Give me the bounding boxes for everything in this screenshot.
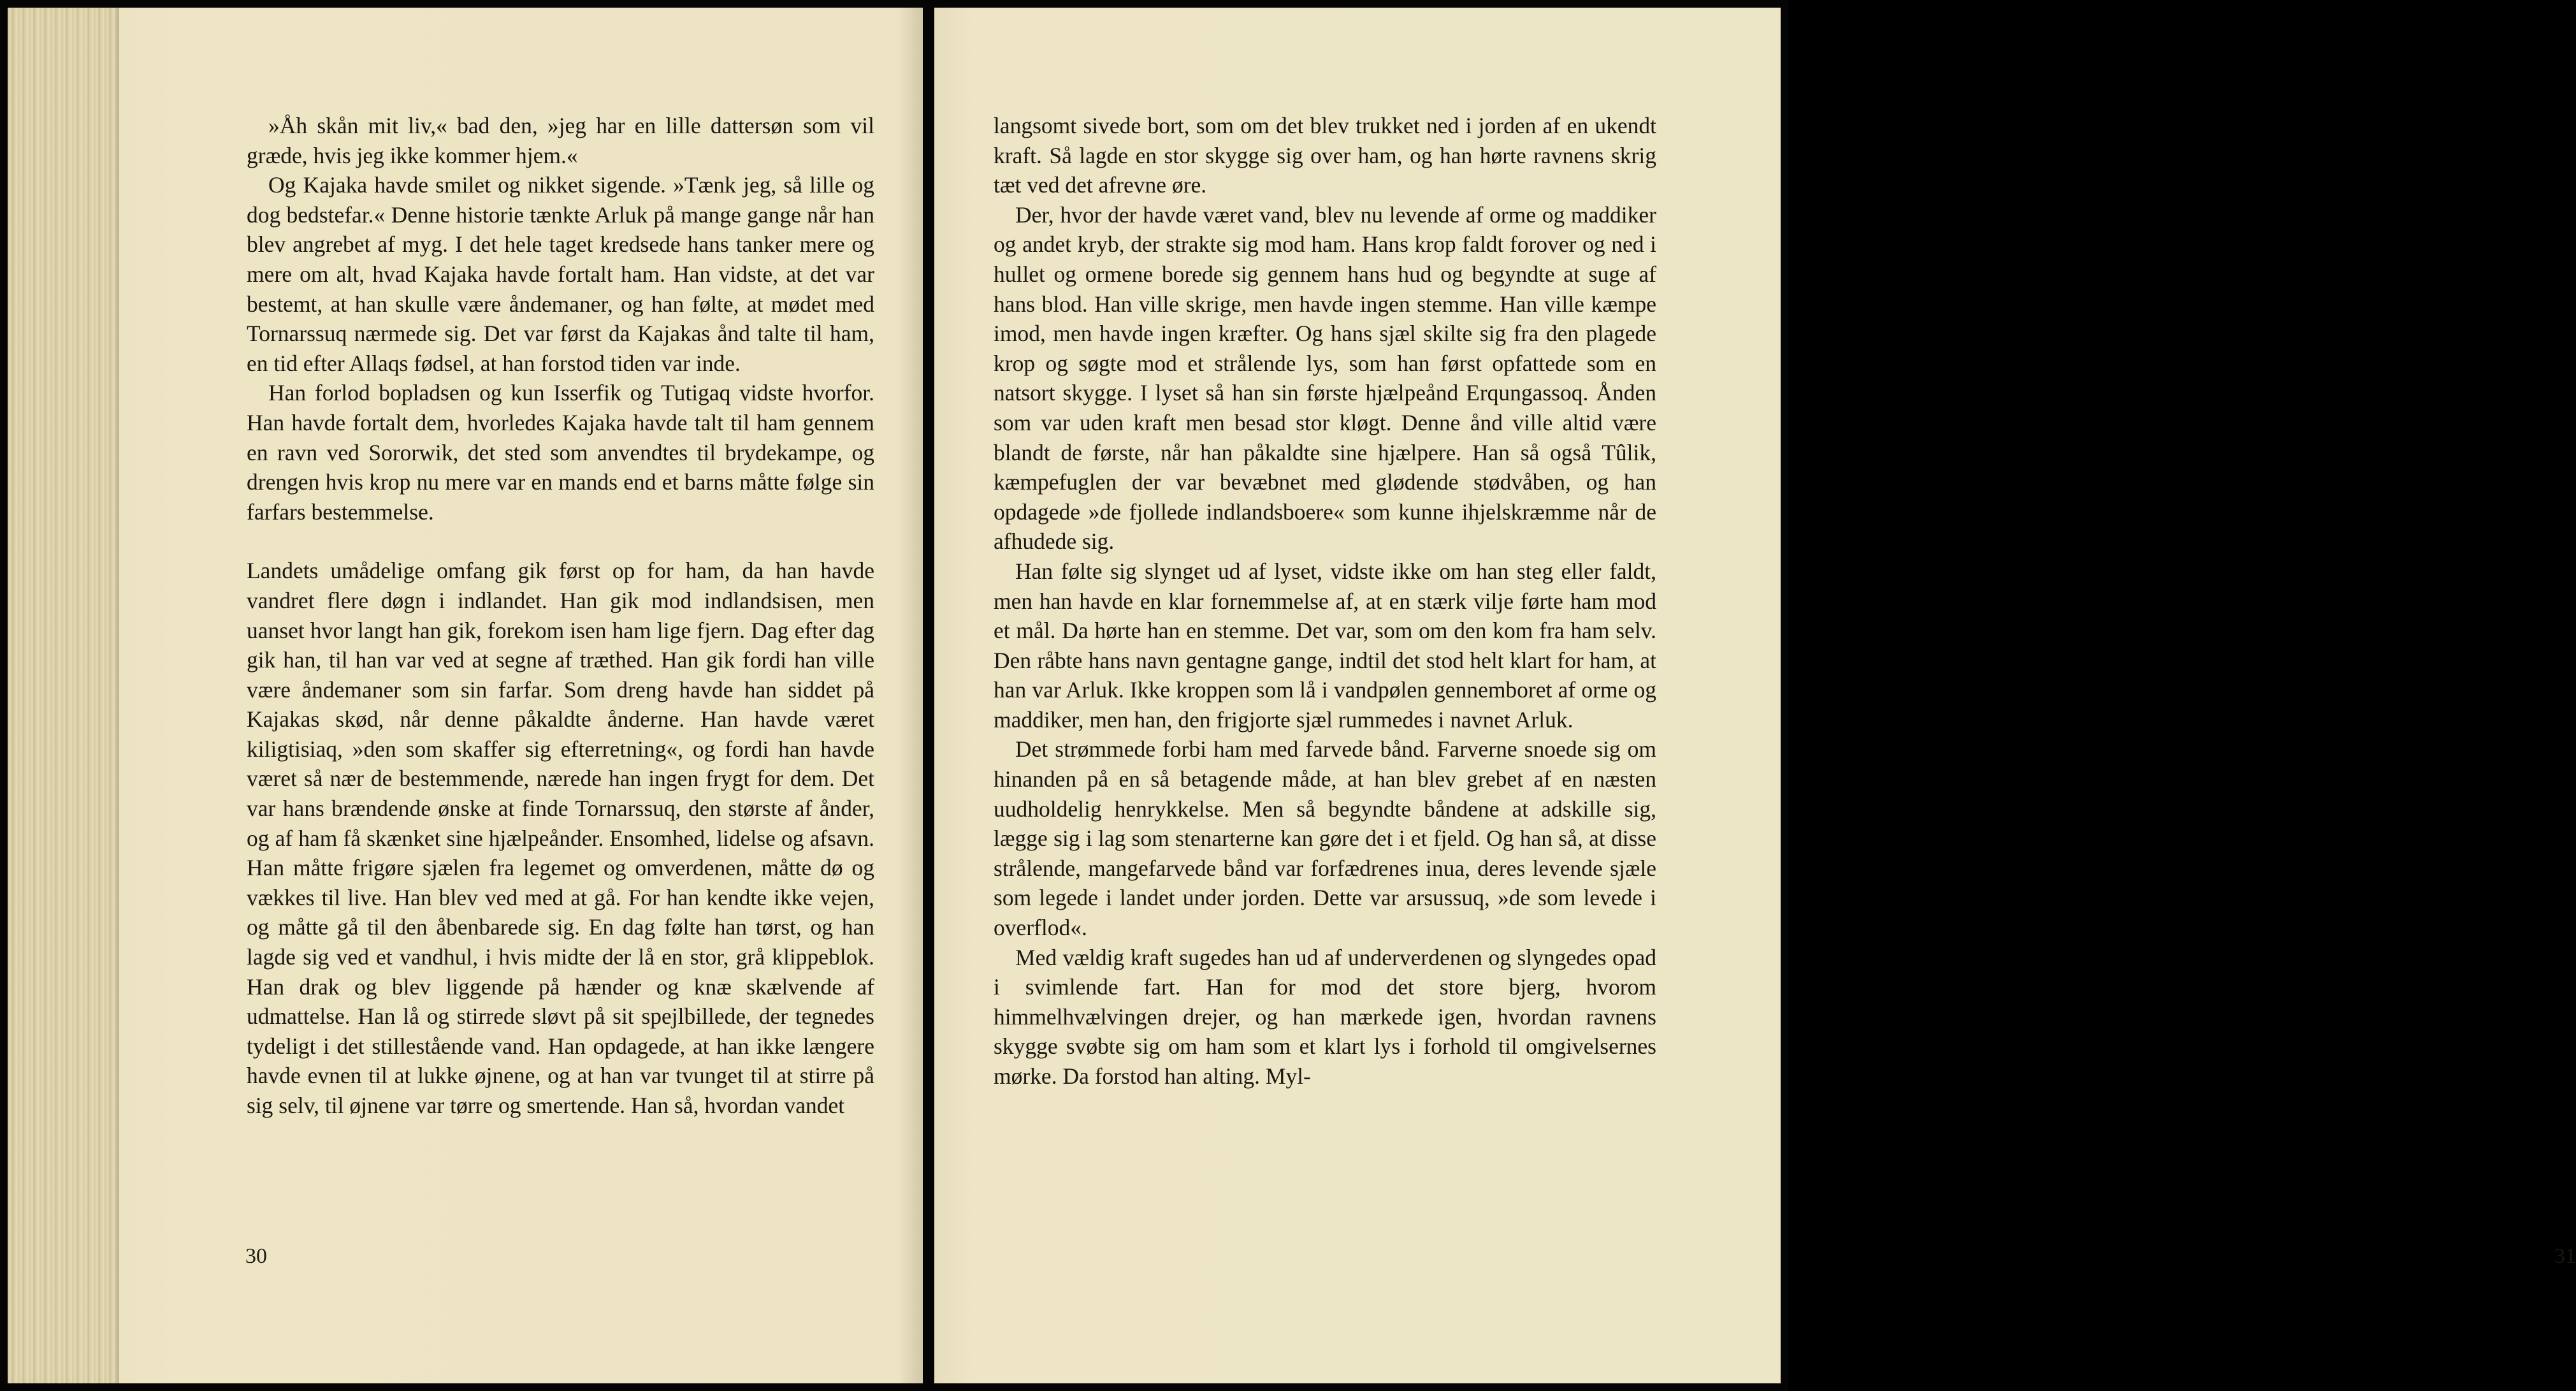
left-page-text — [247, 111, 874, 1121]
page-number: 30 — [245, 1244, 267, 1268]
page-edges — [8, 8, 119, 1383]
paragraph: Han forlod bopladsen og kun Isserfik og Tutigaq vidste hvorfor. Han havde fortalt dem, hvorledes Kajaka havde talt til ham gennem en ravn ved Sororwik, det sted som anvendtes til brydekampe, og drengen hvis krop nu mere var en mands end et barns måtte følge sin farfars bestemmelse. — [247, 380, 874, 525]
paragraph: langsomt sivede bort, som om det blev trukket ned i jorden af en ukendt kraft. Så lagde en stor skygge sig over ham, og han hørte ravnens skrig tæt ved det afrevne øre. — [994, 113, 1656, 198]
page-number: 31 — [2554, 1244, 2576, 1268]
paragraph: Og Kajaka havde smilet og nikket sigende. »Tænk jeg, så lille og dog bedstefar.« Denne historie tænkte Arluk på mange gange når han blev angrebet af myg. I det hele taget kredsede hans tanker mere og mere om alt, hvad Kajaka havde fortalt ham. Han vidste, at det var bestemt, at han skulle være åndemaner, og han følte, at mødet med Tornarssuq nærmede sig. Det var først da Kajakas ånd talte til ham, en tid efter Allaqs fødsel, at han forstod tiden var inde. — [247, 172, 874, 376]
paragraph: Det strømmede forbi ham med farvede bånd. Farverne snoede sig om hinanden på en så betagende måde, at han blev grebet af en næsten uudholdelig henrykkelse. Men så begyndte båndene at adskille sig, lægge sig i lag som stenarterne kan gøre det i et fjeld. Og han så, at disse strålende, mangefarvede bånd var forfædrenes inua, deres levende sjæle som legede i landet under jorden. Dette var arsussuq, »de som levede i overflod«. — [994, 736, 1656, 941]
paragraph: Der, hvor der havde været vand, blev nu levende af orme og maddiker og andet kryb, der strakte sig mod ham. Hans krop faldt forover og ned i hullet og ormene borede sig gennem hans hud og begyndte at suge af hans blod. Han ville skrige, men havde ingen stemme. Han ville kæmpe imod, men havde ingen kræfter. Og hans sjæl skilte sig fra den plagede krop og søgte mod et strålende lys, som han først opfattede som en natsort skygge. I lyset så han sin første hjælpeånd Erqungassoq. Ånden som var uden kraft men besad stor kløgt. Denne ånd ville altid være blandt de første, når han påkaldte sine hjælpere. Han så også Tûlik, kæmpefuglen der var bevæbnet med glødende stødvåben, og han opdagede »de fjollede indlandsboere« som kunne ihjelskræmme når de afhudede sig. — [994, 201, 1656, 555]
paragraph: Landets umådelige omfang gik først op for ham, da han havde vandret flere døgn i indlandet. Han gik mod indlandsisen, men uanset hvor langt han gik, forekom isen ham lige fjern. Dag efter dag gik han, til han var ved at segne af træthed. Han gik fordi han ville være åndemaner som sin farfar. Som dreng havde han siddet på Kajakas skød, når denne påkaldte ånderne. Han havde været kiligtisiaq, »den som skaffer sig efterretning«, og fordi han havde været så nær de bestemmende, nærede han ingen frygt for dem. Det var hans brændende ønske at finde Tornarssuq, den største af ånder, og af ham få skænket sine hjælpeånder. Ensomhed, lidelse og afsavn. Han måtte frigøre sjælen fra legemet og omverdenen, måtte dø og vækkes til live. Han blev ved med at gå. For han kendte ikke vejen, og måtte gå til den åbenbarede sig. En dag følte han tørst, og han lagde sig ved et vandhul, i hvis midte der lå en stor, grå klippeblok. Han drak og blev liggende på hænder og knæ skælvende af udmattelse. Han lå og stirrede sløvt på sit spejlbillede, der tegnedes tydeligt i det stillestående vand. Han opdagede, at han ikke længere havde evnen til at lukke øjnene, og at han var tvunget til at stirre på sig selv, til øjnene var tørre og smertende. Han så, hvordan vandet — [247, 558, 874, 1118]
paragraph: Med vældig kraft sugedes han ud af underverdenen og slyngedes opad i svimlende fart. Han for mod det store bjerg, hvorom himmelhvælvingen drejer, og han mærkede igen, hvordan ravnens skygge svøbte sig om ham som et klart lys i forhold til omgivelsernes mørke. Da forstod han alting. Myl- — [994, 944, 1656, 1089]
spine-shadow — [897, 8, 923, 1383]
right-page-text — [994, 111, 1656, 1091]
left-page — [8, 8, 923, 1383]
paragraph: Han følte sig slynget ud af lyset, vidste ikke om han steg eller faldt, men han havde en klar fornemmelse af, at en stærk vilje førte ham mod et mål. Da hørte han en stemme. Det var, som om den kom fra ham selv. Den råbte hans navn gentagne gange, indtil det stod helt klart for ham, at han var Arluk. Ikke kroppen som lå i vandpølen gennemboret af orme og maddiker, men han, den frigjorte sjæl rummedes i navnet Arluk. — [994, 558, 1656, 732]
paragraph: »Åh skån mit liv,« bad den, »jeg har en lille dattersøn som vil græde, hvis jeg ikke kommer hjem.« — [247, 113, 874, 168]
right-page — [934, 8, 2576, 1383]
